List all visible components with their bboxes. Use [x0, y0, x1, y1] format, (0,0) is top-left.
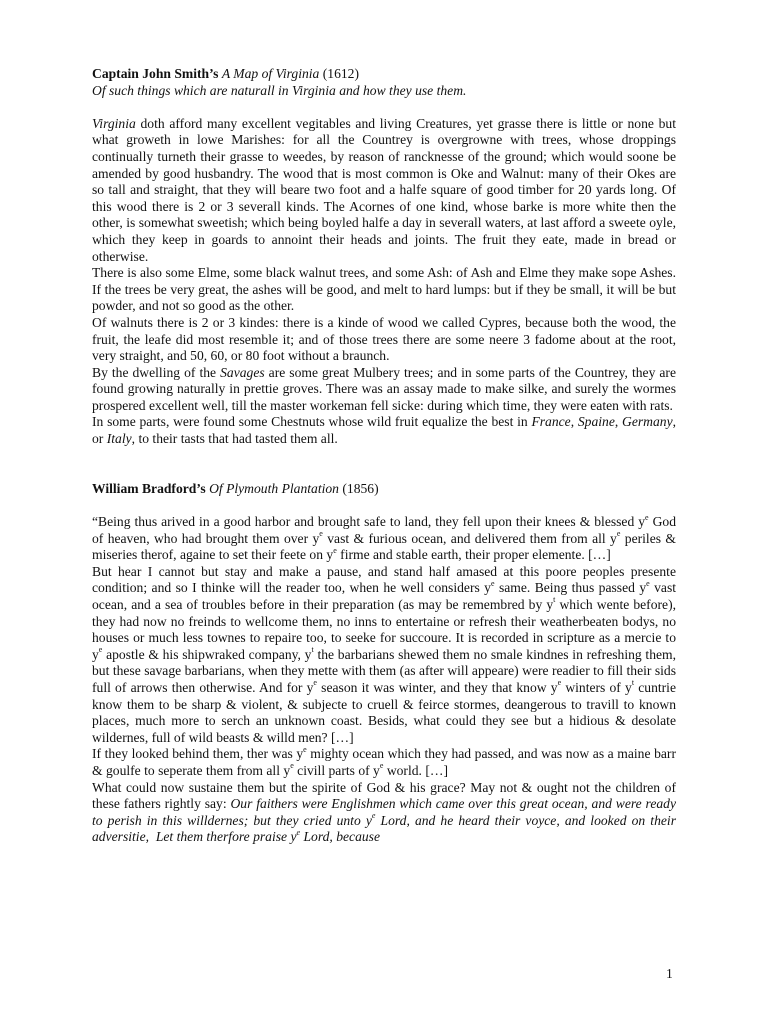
section2-work-title: Of Plymouth Plantation: [209, 480, 339, 496]
section2-heading: [92, 481, 676, 498]
section2-paragraph: If they looked behind them, ther was $y^e$ mighty ocean which they had passed, and was now as a maine barr & goulfe to seperate them from all $y^e$ civill parts of $y^e$ world. […]: [92, 744, 676, 778]
section1-paragraph: In some parts, were found some Chestnuts whose wild fruit equalize the best in France, Spaine, Germany, or Italy, to their tasts that had tasted them all.: [92, 414, 677, 447]
section2-paragraph: But hear I cannot but stay and make a pause, and stand half amased at this poore peoples presente condition; and so I thinke will the reader too, when he well considers $y^e$ same. Being thus passed $y^e$ vast ocean, and a sea of troubles before in their preparation (as may be remembred by $y^t$ which wente before), they had now no freinds to wellcome them, no inns to entertaine or refresh their weatherbeaten bodys, no houses or much less townes to repaire too, to seeke for succoure. It is recorded in scripture as a mercie to $y^e$ apostle & his shipwraked company, $y^t$ the barbarians shewed them no smale kindnes in refreshing them, but these savage barbarians, when they mette with them (as after will appeare) were readier to fill their sids full of arrows then otherwise. And for $y^e$ season it was winter, and they that know $y^e$ winters of $y^t$ cuntrie know them to be sharp & violent, & subjecte to cruell & feirce stormes, deangerous to travill to known places, much more to serch an unknown coast. Besids, what could they see but a hidious & desolate wildernes, full of wild beasts & willd men? […]: [92, 563, 677, 745]
section1-author: Captain John Smith’s: [92, 66, 219, 81]
spacer: [92, 99, 676, 116]
page-number: 1: [666, 966, 673, 981]
section1-paragraph: Of walnuts there is 2 or 3 kindes: there is a kinde of wood we called Cypres, because both the wood, the fruit, the leafe did most resemble it; and of those trees there are some neere 3 fadome about at the root, very straight, and 50, 60, or 80 foot without a braunch.: [92, 314, 676, 364]
section1-heading: [92, 66, 676, 83]
section2-year: (1856): [342, 480, 379, 496]
section2-paragraph: What could now sustaine them but the spirite of God & his grace? May not & ought not the children of these fathers rightly say: Our faithers were Englishmen which came over this great ocean, and were ready to perish in this willdernes; but they cried unto $y^e$ Lord, and he heard their voyce, and looked on their adversitie, Let them therfore praise $y^e$ Lord, because: [92, 779, 676, 845]
section1-paragraph: By the dwelling of the Savages are some great Mulbery trees; and in some parts of the Countrey, they are found growing naturally in prettie groves. There was an assay made to make silke, and surely the wormes prospered excellent well, till the master workeman fell sicke: during which time, they were eaten with rats.: [92, 364, 676, 413]
section1-paragraph: Virginia doth afford many excellent vegitables and living Creatures, yet grasse there is little or none but what groweth in lowe Marishes: for all the Countrey is overgrowne with trees, whose droppings continually turneth their grasse to weedes, by reason of rancknesse of the ground; which would soone be amended by good husbandry. The wood that is most common is Oke and Walnut: many of their Okes are so tall and straight, that they will beare two foot and a halfe square of good timber for 20 yards long. Of this wood there is 2 or 3 severall kinds. The Acornes of one kind, whose barke is more white then the other, is somewhat sweetish; which being boyled halfe a day in severall waters, at last afford a sweete oyle, which they keep in goards to annoint their heads and joints. The fruit they eate, made in bread or otherwise.: [92, 115, 676, 264]
document-body: [92, 66, 676, 846]
section1-subtitle: Of such things which are naturall in Virginia and how they use them.: [92, 82, 467, 98]
spacer: [92, 497, 676, 514]
section2-author: William Bradford’s: [92, 480, 206, 496]
section1-year: (1612): [322, 66, 360, 81]
section1-paragraph: There is also some Elme, some black walnut trees, and some Ash: of Ash and Elme they make sope Ashes. If the trees be very great, the ashes will be good, and melt to hard lumps: but if they be small, it will be but powder, and not so good as the other.: [92, 265, 676, 314]
spacer: [92, 448, 676, 481]
section1-work-title: A Map of Virginia: [221, 66, 320, 81]
section2-paragraph: “Being thus arived in a good harbor and brought safe to land, they fell upon their knees & blessed $y^e$ God of heaven, who had brought them over $y^e$ vast & furious ocean, and delivered them from all $y^e$ periles & miseries therof, againe to set their feete on $y^e$ firme and stable earth, their proper elemente. […]: [92, 512, 676, 563]
